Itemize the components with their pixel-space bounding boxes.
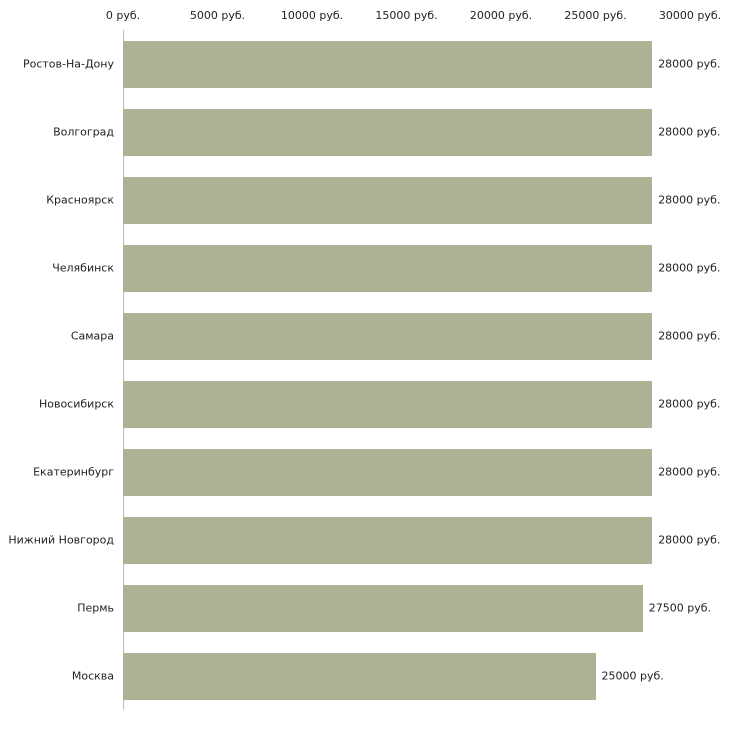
category-axis-labels (0, 30, 119, 710)
category-label: Самара (70, 329, 114, 343)
category-label: Москва (71, 669, 114, 683)
bar-value-label: 28000 руб. (658, 397, 721, 411)
category-label: Пермь (77, 601, 114, 615)
x-tick-label: 10000 руб. (280, 9, 344, 22)
category-label: Челябинск (52, 261, 114, 275)
plot-area (123, 30, 721, 710)
bar-value-label: 28000 руб. (658, 465, 721, 479)
bar-value-label: 28000 руб. (658, 125, 721, 139)
category-label: Ростов-На-Дону (22, 57, 114, 71)
bar-value-label: 25000 руб. (601, 669, 664, 683)
x-tick-label: 15000 руб. (375, 9, 438, 22)
category-label: Красноярск (46, 193, 114, 207)
bar[interactable] (123, 41, 652, 88)
category-label: Волгоград (53, 125, 114, 139)
bar-value-label: 28000 руб. (658, 533, 721, 547)
x-tick-label: 20000 руб. (469, 9, 533, 22)
bar-value-label: 28000 руб. (658, 329, 721, 343)
category-label: Нижний Новгород (8, 533, 114, 547)
category-label: Екатеринбург (33, 465, 114, 479)
bar[interactable] (123, 381, 652, 428)
bar[interactable] (123, 585, 643, 632)
bar-value-label: 28000 руб. (658, 261, 721, 275)
bar[interactable] (123, 449, 652, 496)
x-tick-label: 25000 руб. (564, 9, 627, 22)
category-label: Новосибирск (38, 397, 114, 411)
bar[interactable] (123, 109, 652, 156)
x-tick-label: 5000 руб. (189, 9, 246, 22)
bar[interactable] (123, 245, 652, 292)
bar-value-label: 28000 руб. (658, 57, 721, 71)
bar[interactable] (123, 177, 652, 224)
bar[interactable] (123, 653, 596, 700)
x-tick-label: 30000 руб. (658, 9, 722, 22)
bar-value-label: 27500 руб. (648, 601, 712, 615)
bar-value-label: 28000 руб. (658, 193, 721, 207)
bar[interactable] (123, 313, 652, 360)
bar[interactable] (123, 517, 652, 564)
x-axis-ticks (0, 0, 730, 30)
x-tick-label: 0 руб. (105, 9, 141, 22)
